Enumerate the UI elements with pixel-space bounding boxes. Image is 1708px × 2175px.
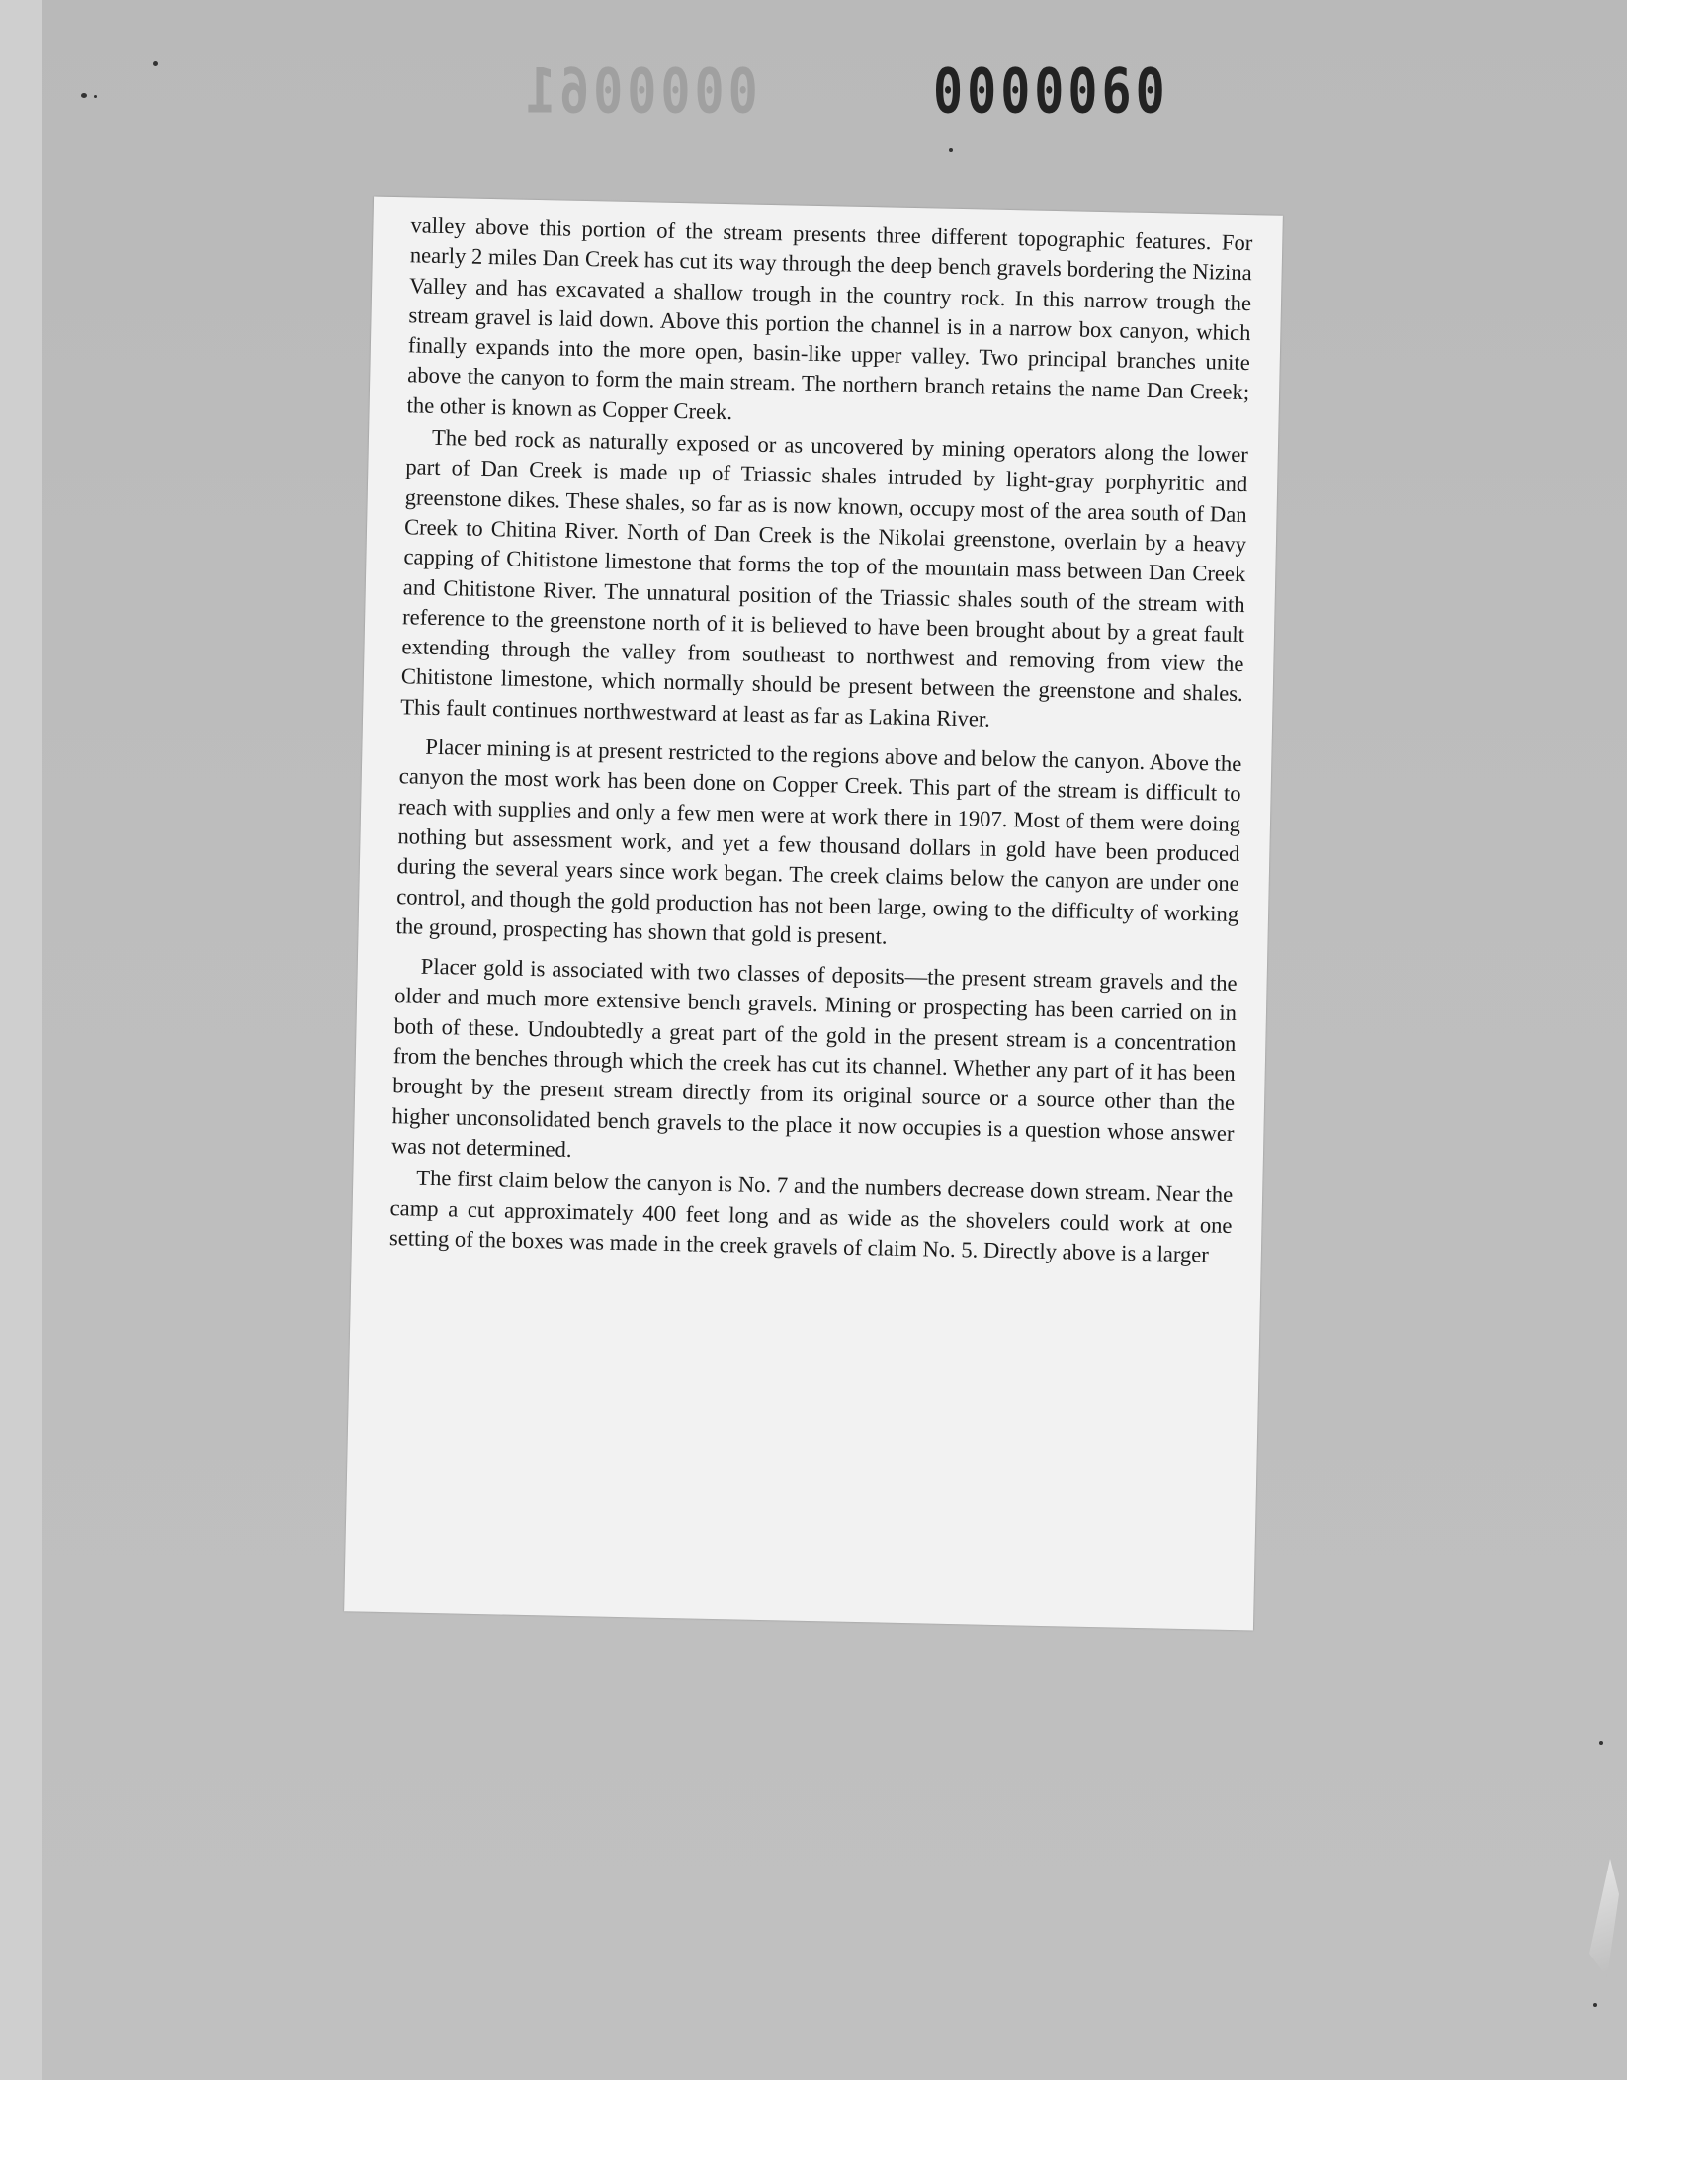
serial-number: 0000060	[933, 55, 1169, 128]
serial-number-bleedthrough: 0000061	[522, 55, 758, 128]
dust-speck	[1593, 2003, 1597, 2007]
paragraph-1: valley above this portion of the stream presents three different topographic features. For nearly 2 miles Dan Creek has cut its way through the deep bench gravels bordering the Nizina Valley and has excavated a shallow trough in the country rock. In this narrow trough the stream gravel is laid down. Above this portion the channel is in a narrow box canyon, which finally expands into the more open, basin-like upper valley. Two principal branches unite above the canyon to form the main stream. The northern branch retains the name Dan Creek; the other is known as Copper Creek.	[406, 213, 1253, 424]
dust-speck	[949, 148, 953, 152]
paragraph-4: Placer gold is associated with two classes of deposits—the present stream gravels and the older and much more extensive bench gravels. Mining or prospecting has been carried on in both of these. Undoubtedly a great part of the gold in the present stream is a concentration from the benches through which the creek has cut its channel. Whether any part of it has been brought by the present stream directly from its original source or a source other than the higher unconsolidated bench gravels to the place it now occupies is a question whose answer was not determined.	[390, 953, 1238, 1162]
paragraph-5: The first claim below the canyon is No. 7 and the numbers decrease down stream. Near the camp a cut approximately 400 feet long and as wide as the shovelers could work at one setting of the boxes was made in the creek gravels of claim No. 5. Directly above is a larger	[388, 1165, 1234, 1267]
printed-clipping	[344, 197, 1283, 1631]
scan-left-edge	[0, 0, 42, 2080]
paragraph-3: Placer mining is at present restricted to the regions above and below the canyon. Above the canyon the most work has been done on Copper Creek. This part of the stream is difficult to reach with supplies and only a few men were at work there in 1907. Most of them were doing nothing but assessment work, and yet a few thousand dollars in gold have been produced during the several years since work began. The creek claims below the canyon are under one control, and though the gold production has not been large, owing to the difficulty of working the ground, prospecting has shown that gold is present.	[395, 734, 1242, 949]
dust-speck	[94, 95, 97, 98]
dust-speck	[1599, 1741, 1603, 1745]
dust-speck	[81, 93, 87, 98]
paragraph-2: The bed rock as naturally exposed or as uncovered by mining operators along the lower part of Dan Creek is made up of Triassic shales intruded by light-gray porphyritic and greenstone dikes. These shales, so far as is now known, occupy most of the area south of Dan Creek to Chitina River. North of Dan Creek is the Nikolai greenstone, overlain by a heavy capping of Chitistone limestone that forms the top of the mountain mass between Dan Creek and Chitistone River. The unnatural position of the Triassic shales south of the stream with reference to the greenstone north of it is believed to have been brought about by a great fault extending through the valley from southeast to northwest and removing from view the Chitistone limestone, which normally should be present between the greenstone and shales. This fault continues northwestward at least as far as Lakina River.	[400, 424, 1249, 732]
dust-speck	[153, 61, 158, 66]
